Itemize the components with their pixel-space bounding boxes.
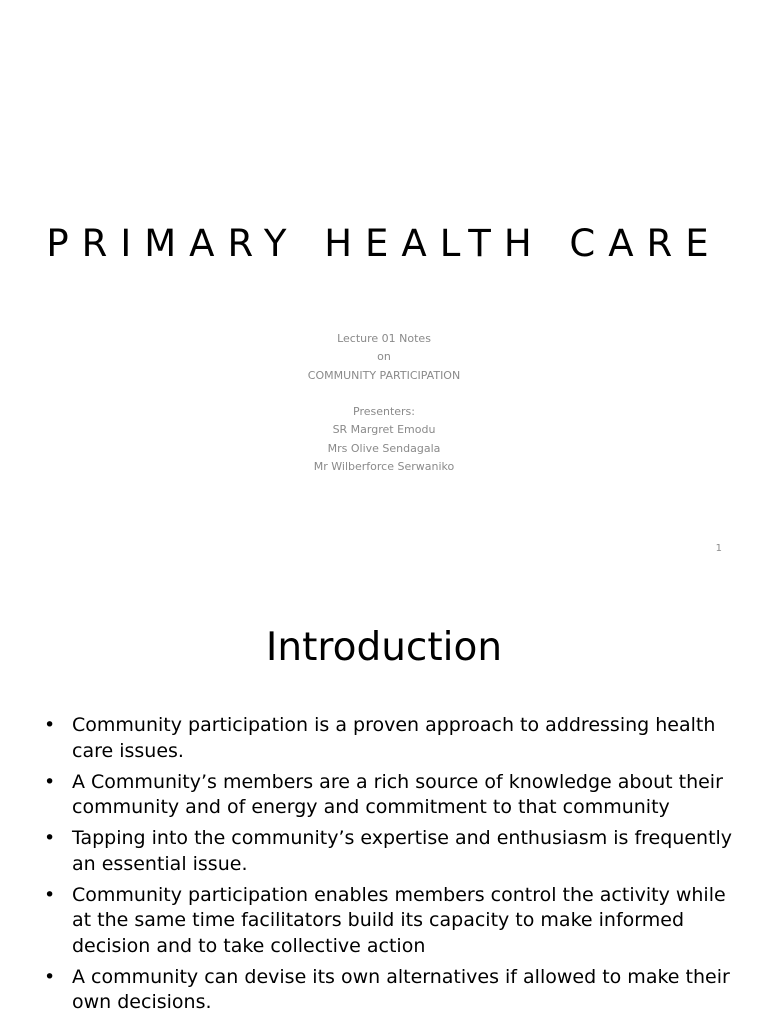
subtitle-line: on [377, 350, 391, 364]
slide-title-heading: PRIMARY HEALTH CARE [46, 222, 722, 265]
bullet-text: Community participation is a proven approach to addressing health care issues. [72, 714, 716, 762]
slide-subtitle [0, 330, 768, 476]
subtitle-line: Lecture 01 Notes [337, 332, 431, 345]
subtitle-line: Mrs Olive Sendagala [327, 441, 441, 455]
slide-introduction [0, 573, 768, 1024]
bullet-icon: • [44, 965, 56, 988]
page-number: 1 [715, 543, 722, 554]
subtitle-line: Mr Wilberforce Serwaniko [313, 460, 455, 474]
slide-heading: Introduction [265, 625, 503, 670]
bullet-icon: • [44, 827, 56, 849]
bullet-text: A community can devise its own alternatives if allowed to make their own decisions. [72, 965, 730, 1013]
bullet-icon: • [44, 883, 56, 906]
bullet-text: Tapping into the community’s expertise and enthusiasm is frequently an essential issue. [72, 827, 733, 875]
bullet-item [44, 770, 734, 821]
bullet-icon: • [44, 714, 56, 736]
bullet-text: Community participation enables members control the activity while at the same time facilitators build its capacity to make informed decision and to take collective action [72, 883, 726, 957]
bullet-item [44, 826, 734, 877]
bullet-icon: • [44, 770, 56, 793]
bullet-item [44, 713, 734, 764]
subtitle-line: COMMUNITY PARTICIPATION [307, 368, 461, 382]
subtitle-line: SR Margret Emodu [332, 423, 436, 437]
subtitle-line: Presenters: [353, 405, 415, 419]
bullet-item [44, 965, 734, 1016]
bullet-text: A Community’s members are a rich source of knowledge about their community and of energy and commitment to that community [72, 770, 723, 818]
bullet-item [44, 883, 734, 960]
bullet-list [44, 713, 734, 1021]
subtitle-spacer [0, 385, 768, 403]
